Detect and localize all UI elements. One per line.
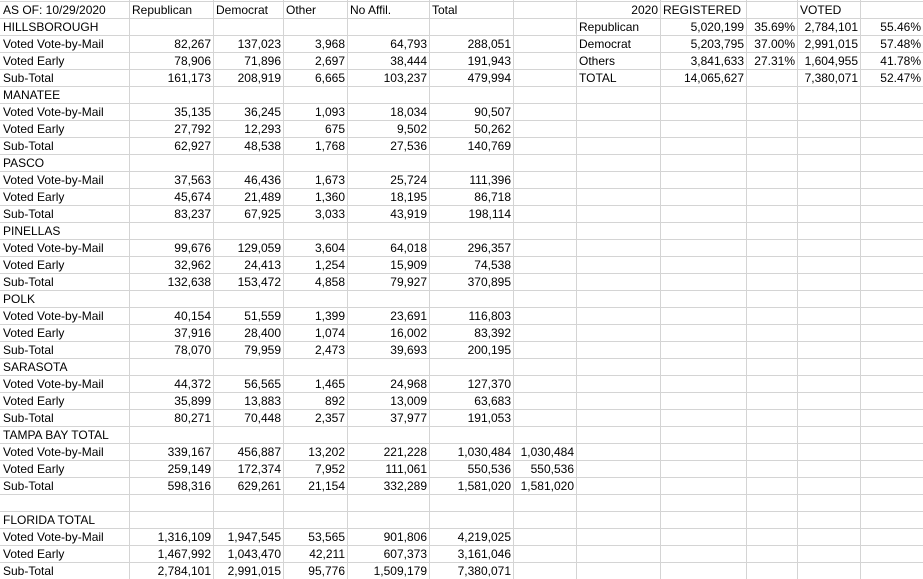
summary-registered-pct[interactable]: 35.69% (754, 20, 795, 34)
cell-democrat[interactable]: 71,896 (244, 54, 281, 68)
summary-registered[interactable]: 3,841,633 (690, 54, 744, 68)
cell-no-affil[interactable]: 23,691 (390, 309, 427, 323)
cell-republican[interactable]: 78,070 (174, 343, 211, 357)
county-name[interactable]: PASCO (3, 156, 45, 170)
cell-democrat[interactable]: 153,472 (237, 275, 281, 289)
cell-no-affil[interactable]: 9,502 (396, 122, 427, 136)
cell-total[interactable]: 3,161,046 (457, 547, 511, 561)
column-header[interactable]: Democrat (216, 3, 269, 17)
cell-democrat[interactable]: 12,293 (244, 122, 281, 136)
cell-no-affil[interactable]: 39,693 (390, 343, 427, 357)
cell-republican[interactable]: 83,237 (174, 207, 211, 221)
cell-democrat[interactable]: 51,559 (244, 309, 281, 323)
group-name[interactable]: FLORIDA TOTAL (3, 513, 96, 527)
cell-other[interactable]: 42,211 (309, 547, 345, 561)
cell-side-total[interactable]: 550,536 (530, 462, 574, 476)
column-header[interactable]: Republican (132, 3, 193, 17)
cell-democrat[interactable]: 24,413 (244, 258, 281, 272)
cell-republican[interactable]: 80,271 (174, 411, 211, 425)
cell-other[interactable]: 2,357 (314, 411, 345, 425)
cell-total[interactable]: 127,370 (467, 377, 511, 391)
cell-republican[interactable]: 82,267 (174, 37, 211, 51)
cell-republican[interactable]: 259,149 (167, 462, 211, 476)
cell-no-affil[interactable]: 332,289 (383, 479, 427, 493)
cell-no-affil[interactable]: 37,977 (390, 411, 427, 425)
cell-democrat[interactable]: 137,023 (237, 37, 281, 51)
county-name[interactable]: POLK (3, 292, 36, 306)
cell-democrat[interactable]: 56,565 (244, 377, 281, 391)
cell-republican[interactable]: 99,676 (174, 241, 211, 255)
row-label[interactable]: Voted Early (3, 54, 65, 68)
cell-other[interactable]: 21,154 (308, 479, 345, 493)
as-of-date[interactable]: AS OF: 10/29/2020 (3, 3, 106, 17)
county-name[interactable]: HILLSBOROUGH (3, 20, 99, 34)
cell-other[interactable]: 1,254 (314, 258, 345, 272)
cell-total[interactable]: 370,895 (467, 275, 511, 289)
cell-total[interactable]: 191,943 (467, 54, 511, 68)
row-label[interactable]: Voted Vote-by-Mail (3, 173, 104, 187)
row-label[interactable]: Sub-Total (3, 411, 54, 425)
cell-total[interactable]: 479,994 (467, 71, 511, 85)
cell-democrat[interactable]: 67,925 (244, 207, 281, 221)
cell-republican[interactable]: 40,154 (174, 309, 211, 323)
cell-republican[interactable]: 2,784,101 (157, 564, 211, 578)
cell-no-affil[interactable]: 79,927 (390, 275, 427, 289)
cell-republican[interactable]: 1,467,992 (157, 547, 211, 561)
cell-no-affil[interactable]: 15,909 (390, 258, 427, 272)
cell-other[interactable]: 1,399 (314, 309, 345, 323)
cell-total[interactable]: 7,380,071 (457, 564, 511, 578)
cell-total[interactable]: 191,053 (467, 411, 511, 425)
cell-total[interactable]: 140,769 (467, 139, 511, 153)
summary-voted-pct[interactable]: 57.48% (880, 37, 921, 51)
cell-other[interactable]: 1,673 (314, 173, 345, 187)
cell-democrat[interactable]: 629,261 (237, 479, 281, 493)
cell-no-affil[interactable]: 901,806 (383, 530, 427, 544)
cell-democrat[interactable]: 1,947,545 (227, 530, 281, 544)
cell-republican[interactable]: 35,135 (174, 105, 211, 119)
cell-democrat[interactable]: 13,883 (244, 394, 281, 408)
cell-democrat[interactable]: 456,887 (237, 445, 281, 459)
summary-registered[interactable]: 5,203,795 (690, 37, 744, 51)
summary-party-label[interactable]: Others (579, 54, 616, 68)
cell-no-affil[interactable]: 1,509,179 (373, 564, 427, 578)
cell-other[interactable]: 3,033 (314, 207, 345, 221)
cell-no-affil[interactable]: 25,724 (390, 173, 427, 187)
cell-no-affil[interactable]: 24,968 (390, 377, 427, 391)
county-name[interactable]: MANATEE (3, 88, 61, 102)
cell-no-affil[interactable]: 43,919 (390, 207, 427, 221)
cell-total[interactable]: 116,803 (468, 309, 511, 323)
cell-republican[interactable]: 32,962 (174, 258, 211, 272)
summary-registered-header[interactable]: REGISTERED (663, 3, 742, 17)
column-header[interactable]: Total (432, 3, 458, 17)
cell-no-affil[interactable]: 18,034 (390, 105, 427, 119)
cell-republican[interactable]: 339,167 (167, 445, 211, 459)
cell-no-affil[interactable]: 607,373 (383, 547, 427, 561)
row-label[interactable]: Voted Vote-by-Mail (3, 530, 104, 544)
cell-democrat[interactable]: 2,991,015 (227, 564, 281, 578)
cell-republican[interactable]: 37,916 (174, 326, 211, 340)
cell-total[interactable]: 1,030,484 (457, 445, 511, 459)
row-label[interactable]: Voted Vote-by-Mail (3, 105, 104, 119)
row-label[interactable]: Voted Early (3, 258, 65, 272)
cell-other[interactable]: 53,565 (308, 530, 345, 544)
cell-republican[interactable]: 35,899 (174, 394, 211, 408)
cell-side-total[interactable]: 1,581,020 (520, 479, 574, 493)
cell-other[interactable]: 1,074 (314, 326, 345, 340)
row-label[interactable]: Voted Vote-by-Mail (3, 37, 104, 51)
column-header[interactable]: No Affil. (350, 3, 392, 17)
gridline-horizontal (0, 511, 923, 512)
cell-democrat[interactable]: 208,919 (237, 71, 281, 85)
summary-voted-pct[interactable]: 41.78% (880, 54, 921, 68)
row-label[interactable]: Voted Early (3, 462, 65, 476)
cell-other[interactable]: 13,202 (308, 445, 345, 459)
cell-no-affil[interactable]: 64,018 (390, 241, 427, 255)
cell-total[interactable]: 90,507 (474, 105, 511, 119)
row-label[interactable]: Voted Early (3, 326, 65, 340)
summary-voted-pct[interactable]: 52.47% (880, 71, 921, 85)
row-label[interactable]: Sub-Total (3, 479, 54, 493)
cell-democrat[interactable]: 21,489 (244, 190, 281, 204)
summary-registered-pct[interactable]: 37.00% (754, 37, 795, 51)
cell-other[interactable]: 3,604 (314, 241, 345, 255)
cell-total[interactable]: 1,581,020 (457, 479, 511, 493)
cell-republican[interactable]: 27,792 (174, 122, 211, 136)
cell-other[interactable]: 1,093 (314, 105, 345, 119)
row-label[interactable]: Voted Early (3, 190, 65, 204)
row-label[interactable]: Voted Vote-by-Mail (3, 309, 104, 323)
cell-democrat[interactable]: 36,245 (244, 105, 281, 119)
cell-republican[interactable]: 44,372 (174, 377, 211, 391)
cell-republican[interactable]: 37,563 (174, 173, 211, 187)
cell-other[interactable]: 1,465 (314, 377, 345, 391)
cell-other[interactable]: 7,952 (314, 462, 345, 476)
cell-democrat[interactable]: 28,400 (244, 326, 281, 340)
row-label[interactable]: Voted Early (3, 547, 65, 561)
cell-total[interactable]: 83,392 (474, 326, 511, 340)
cell-republican[interactable]: 1,316,109 (157, 530, 211, 544)
cell-no-affil[interactable]: 64,793 (390, 37, 427, 51)
row-label[interactable]: Voted Vote-by-Mail (3, 241, 104, 255)
cell-other[interactable]: 675 (324, 122, 345, 136)
summary-registered-pct[interactable] (747, 70, 797, 87)
summary-voted[interactable]: 1,604,955 (804, 54, 858, 68)
cell-no-affil[interactable]: 27,536 (390, 139, 427, 153)
cell-no-affil[interactable]: 221,228 (383, 445, 427, 459)
cell-democrat[interactable]: 1,043,470 (227, 547, 281, 561)
cell-democrat[interactable]: 129,059 (237, 241, 281, 255)
row-label[interactable]: Voted Early (3, 122, 65, 136)
county-name[interactable]: PINELLAS (3, 224, 61, 238)
cell-other[interactable]: 2,697 (314, 54, 345, 68)
row-label[interactable]: Sub-Total (3, 207, 54, 221)
cell-total[interactable]: 74,538 (474, 258, 511, 272)
cell-democrat[interactable]: 172,374 (237, 462, 281, 476)
cell-total[interactable]: 200,195 (467, 343, 511, 357)
row-label[interactable]: Voted Vote-by-Mail (3, 377, 104, 391)
summary-voted[interactable]: 7,380,071 (804, 71, 858, 85)
summary-voted[interactable]: 2,991,015 (804, 37, 858, 51)
cell-total[interactable]: 550,536 (467, 462, 511, 476)
row-label[interactable]: Sub-Total (3, 275, 54, 289)
cell-republican[interactable]: 78,906 (174, 54, 211, 68)
cell-democrat[interactable]: 46,436 (244, 173, 281, 187)
summary-voted-header[interactable]: VOTED (800, 3, 842, 17)
cell-other[interactable]: 892 (324, 394, 345, 408)
summary-party-label[interactable]: TOTAL (579, 71, 617, 85)
cell-no-affil[interactable]: 38,444 (390, 54, 427, 68)
cell-democrat[interactable]: 79,959 (244, 343, 281, 357)
group-name[interactable]: TAMPA BAY TOTAL (3, 428, 109, 442)
cell-no-affil[interactable]: 16,002 (390, 326, 427, 340)
cell-no-affil[interactable]: 103,237 (383, 71, 427, 85)
summary-registered[interactable]: 14,065,627 (683, 71, 744, 85)
row-label[interactable]: Sub-Total (3, 343, 54, 357)
cell-total[interactable]: 111,396 (469, 173, 511, 187)
cell-no-affil[interactable]: 18,195 (390, 190, 427, 204)
cell-other[interactable]: 4,858 (314, 275, 345, 289)
cell-other[interactable]: 95,776 (308, 564, 345, 578)
cell-other[interactable]: 3,968 (314, 37, 345, 51)
summary-voted[interactable]: 2,784,101 (804, 20, 858, 34)
cell-republican[interactable]: 161,173 (167, 71, 211, 85)
county-name[interactable]: SARASOTA (3, 360, 68, 374)
summary-registered-pct[interactable]: 27.31% (754, 54, 795, 68)
row-label[interactable]: Sub-Total (3, 564, 54, 578)
cell-no-affil[interactable]: 111,061 (385, 462, 427, 476)
cell-other[interactable]: 2,473 (314, 343, 345, 357)
cell-no-affil[interactable]: 13,009 (390, 394, 427, 408)
row-label[interactable]: Voted Early (3, 394, 65, 408)
cell-other[interactable]: 1,768 (314, 139, 345, 153)
column-header[interactable]: Other (286, 3, 317, 17)
cell-democrat[interactable]: 70,448 (244, 411, 281, 425)
row-label[interactable]: Sub-Total (3, 71, 54, 85)
cell-total[interactable]: 288,051 (467, 37, 511, 51)
row-label[interactable]: Sub-Total (3, 139, 54, 153)
cell-side-total[interactable]: 1,030,484 (520, 445, 574, 459)
summary-voted-pct[interactable]: 55.46% (880, 20, 921, 34)
cell-republican[interactable]: 62,927 (174, 139, 211, 153)
cell-total[interactable]: 296,357 (467, 241, 511, 255)
summary-party-label[interactable]: Democrat (579, 37, 632, 51)
cell-total[interactable]: 4,219,025 (457, 530, 511, 544)
summary-party-label[interactable]: Republican (579, 20, 640, 34)
cell-democrat[interactable]: 48,538 (244, 139, 281, 153)
cell-republican[interactable]: 45,674 (174, 190, 211, 204)
cell-other[interactable]: 6,665 (314, 71, 345, 85)
summary-registered[interactable]: 5,020,199 (690, 20, 744, 34)
row-label[interactable]: Voted Vote-by-Mail (3, 445, 104, 459)
cell-total[interactable]: 63,683 (474, 394, 511, 408)
cell-other[interactable]: 1,360 (314, 190, 345, 204)
cell-total[interactable]: 86,718 (474, 190, 511, 204)
cell-republican[interactable]: 132,638 (167, 275, 211, 289)
cell-total[interactable]: 198,114 (468, 207, 511, 221)
cell-republican[interactable]: 598,316 (167, 479, 211, 493)
summary-year-header[interactable]: 2020 (631, 3, 658, 17)
cell-total[interactable]: 50,262 (474, 122, 511, 136)
